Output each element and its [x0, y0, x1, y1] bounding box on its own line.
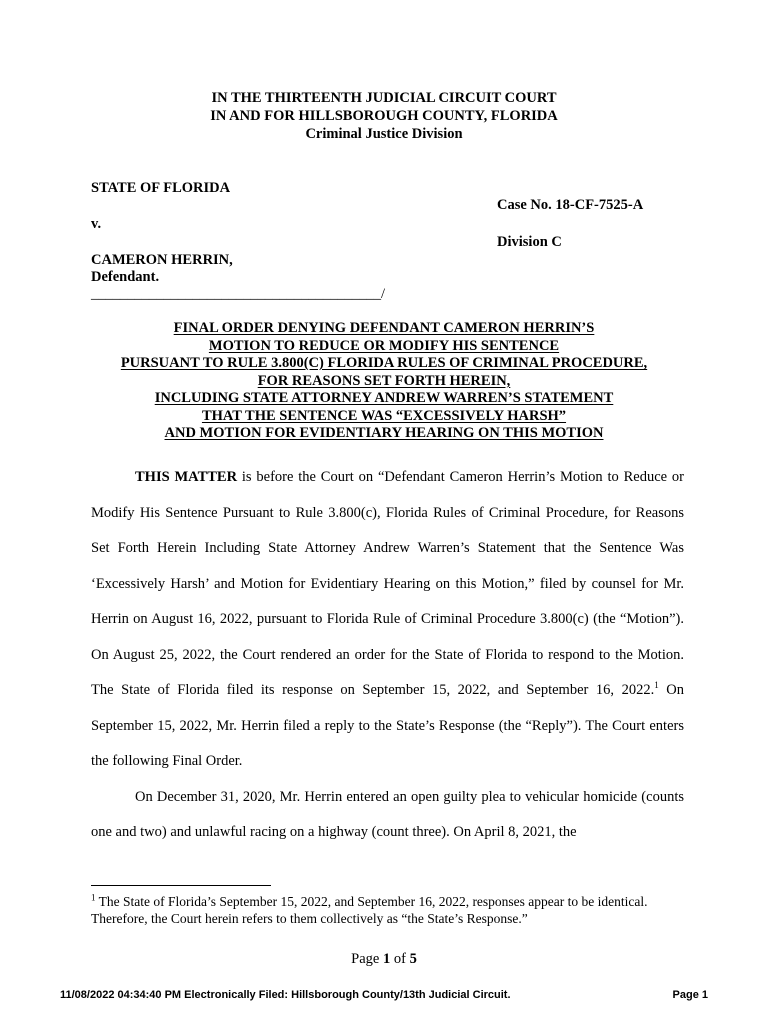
total-pages: 5 [409, 951, 417, 967]
order-title [0, 320, 768, 443]
current-page: 1 [382, 951, 391, 967]
court-heading [0, 89, 768, 143]
paragraph-2: On December 31, 2020, Mr. Herrin entered an open guilty plea to vehicular homicide (counts one and two) and unlawful racing on a highway (count three). On April 8, 2021, the [91, 788, 684, 840]
division: Division C [497, 234, 562, 250]
title-line: THAT THE SENTENCE WAS “EXCESSIVELY HARSH” [201, 407, 567, 424]
footnote-marker: 1 [91, 892, 96, 903]
footnote-divider [91, 885, 271, 886]
footnote-reference[interactable]: 1 [654, 680, 659, 691]
page-number: Page 1 of 5 [351, 951, 417, 967]
plaintiff-name: STATE OF FLORIDA [91, 180, 231, 196]
title-line: INCLUDING STATE ATTORNEY ANDREW WARREN’S STATEMENT [154, 390, 614, 406]
defendant-role: Defendant. [91, 269, 160, 285]
footnote-text: The State of Florida’s September 15, 2022, and September 16, 2022, responses appear to be identical. Therefore, the Court herein refers to them collectively as “the State’s Response.” [91, 894, 648, 926]
title-line: FOR REASONS SET FORTH HEREIN, [257, 372, 511, 389]
title-line: MOTION TO REDUCE OR MODIFY HIS SENTENCE [208, 337, 560, 354]
paragraph-text: is before the Court on “Defendant Cameron Herrin’s Motion to Reduce or Modify His Sentence Pursuant to Rule 3.800(c), Florida Rules of Criminal Procedure, for Reasons Set Forth Herein Including State Attorney Andrew Warren’s Statement that the Sentence Was ‘Excessively Harsh’ and Motion for Evidentiary Hearing on this Motion,” filed by counsel for Mr. Herrin on August 16, 2022, pursuant to Florida Rule of Criminal Procedure 3.800(c) (the “Motion”). On August 25, 2022, the Court rendered an order for the State of Florida to respond to the Motion. The State of Florida filed its response on September 15, 2022, and September 16, 2022. [91, 469, 684, 698]
title-line: FINAL ORDER DENYING DEFENDANT CAMERON HERRIN’S [173, 320, 595, 336]
caption-signature-line: ________________________________________/ [91, 286, 386, 302]
title-line: AND MOTION FOR EVIDENTIARY HEARING ON THIS MOTION [164, 425, 604, 441]
footnote [91, 893, 684, 927]
order-body [91, 460, 684, 851]
defendant-name: CAMERON HERRIN, [91, 252, 233, 268]
court-line-2: IN AND FOR HILLSBOROUGH COUNTY, FLORIDA [210, 108, 558, 124]
court-line-1: IN THE THIRTEENTH JUDICIAL CIRCUIT COURT [211, 90, 557, 106]
filing-stamp [60, 989, 708, 1001]
paragraph-lead: THIS MATTER [135, 469, 238, 485]
court-line-3: Criminal Justice Division [305, 126, 463, 142]
case-number: Case No. 18-CF-7525-A [497, 197, 644, 213]
filing-stamp-page: Page 1 [672, 989, 708, 1001]
title-line: PURSUANT TO RULE 3.800(C) FLORIDA RULES OF CRIMINAL PROCEDURE, [120, 355, 648, 371]
filing-stamp-text: 11/08/2022 04:34:40 PM Electronically Filed: Hillsborough County/13th Judicial Circuit. [60, 989, 511, 1001]
paragraph-text: On September 15, 2022, Mr. Herrin filed a reply to the State’s Response (the “Reply”). The Court enters the following Final Order. [91, 682, 684, 769]
versus: v. [91, 216, 102, 232]
paragraph-1 [91, 460, 684, 780]
